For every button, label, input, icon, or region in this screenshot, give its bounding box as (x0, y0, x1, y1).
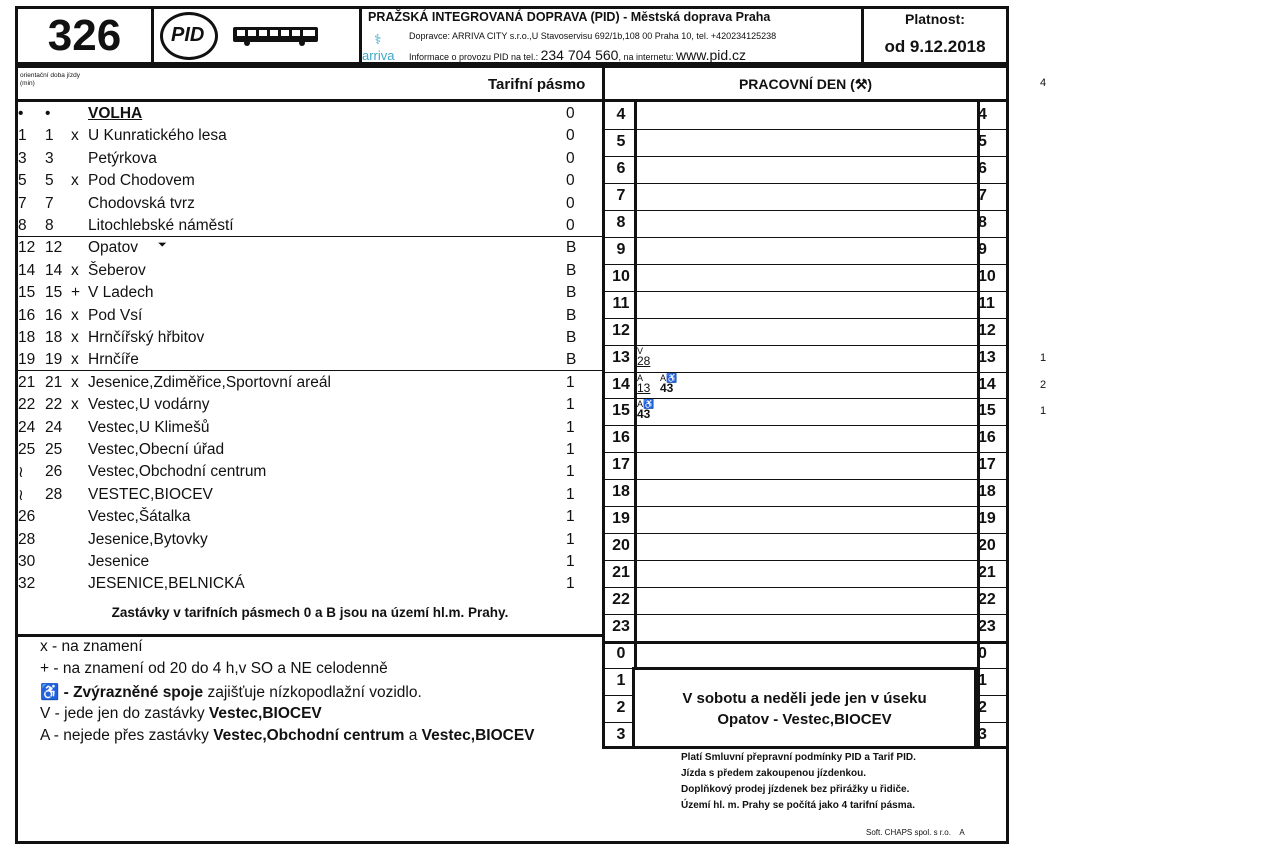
timetable-header (602, 65, 1009, 102)
weekend-note-line1: V sobotu a neděli jede jen v úseku (682, 690, 927, 707)
stop-name: Vestec,Obchodní centrum (88, 463, 267, 481)
hour-row-rule (605, 318, 1006, 319)
stop-name: Pod Chodovem (88, 172, 195, 190)
hour-label-left: 19 (612, 510, 630, 528)
pid-logo (160, 12, 218, 60)
stop-name: Vestec,U vodárny (88, 396, 210, 414)
hour-label-left: 2 (616, 698, 626, 716)
stop-zone: B (566, 351, 577, 369)
grid-left-rule (634, 102, 637, 746)
stop-row (18, 150, 608, 172)
departure-count: 2 (1040, 378, 1047, 391)
hour-label-left: 18 (612, 483, 630, 501)
departure-minute: 43 (637, 407, 651, 422)
hour-row-rule (605, 641, 1006, 644)
hour-label-left: 1 (616, 671, 626, 689)
stop-time-a: 32 (18, 575, 36, 593)
legend-sep: - (59, 683, 74, 701)
departure-count: 1 (1040, 405, 1047, 418)
stop-symbol: x (71, 306, 79, 324)
stop-time-a: ≀ (18, 486, 24, 504)
stop-name: Petýrkova (88, 149, 157, 167)
stop-list (18, 104, 602, 594)
hour-label-right: 11 (978, 294, 995, 312)
stop-name: VOLHA (88, 105, 143, 122)
hour-label-left: 3 (616, 725, 626, 743)
legend-item (40, 727, 535, 745)
stop-row (18, 307, 608, 329)
stop-time-a: ≀ (18, 464, 24, 482)
stop-row (18, 172, 608, 194)
stop-zone: B (566, 329, 577, 346)
stop-time-b: 18 (45, 329, 63, 346)
hour-label-left: 21 (612, 564, 630, 582)
hour-label-left: 17 (612, 456, 630, 474)
stop-symbol: x (71, 351, 79, 369)
stop-symbol: x (71, 329, 79, 346)
stop-time-a: 21 (18, 373, 36, 391)
departure-minute: 28 (637, 353, 651, 368)
hour-label-left: 23 (612, 618, 630, 636)
hour-label-right: 3 (978, 725, 987, 743)
footer-note: Doplňkový prodej jízdenek bez přirážky u řidiče. (681, 784, 910, 795)
stop-time-a: • (18, 105, 24, 122)
footer-note: Území hl. m. Prahy se počítá jako 4 tarifní pásma. (681, 800, 915, 811)
stop-time-b: 3 (45, 149, 54, 167)
hour-label-right: 2 (978, 698, 987, 716)
stop-zone: 1 (566, 575, 575, 593)
info-phone: 234 704 560 (540, 47, 619, 63)
stop-row (18, 284, 608, 306)
stop-row (18, 329, 608, 351)
hour-row-rule (605, 614, 1006, 615)
info-web: www.pid.cz (676, 47, 747, 63)
legend-sep: - (50, 704, 65, 722)
stop-time-b: 16 (45, 306, 63, 324)
legend-sep: - (47, 638, 62, 655)
stop-time-b: 1 (45, 127, 54, 145)
hour-row-rule (605, 156, 1006, 157)
hour-row-rule (605, 398, 1006, 399)
stop-zone: 0 (566, 194, 575, 212)
hour-label-left: 14 (612, 375, 630, 393)
stop-time-b: 15 (45, 284, 63, 302)
hour-row-rule (605, 237, 1006, 238)
hour-label-left: 6 (616, 159, 626, 177)
hour-label-left: 5 (616, 132, 626, 150)
hour-row-rule (605, 587, 1006, 588)
stop-name: Vestec,U Klimešů (88, 418, 210, 436)
validity-label: Platnost: (905, 11, 965, 27)
bus-icon (232, 25, 320, 47)
stop-zone: 1 (566, 373, 575, 391)
legend-divider (15, 634, 605, 637)
stop-time-b: 14 (45, 261, 63, 279)
stop-row (18, 463, 608, 485)
hour-label-right: 13 (978, 348, 996, 366)
stop-time-a: 1 (18, 127, 27, 145)
hour-row-rule (605, 210, 1006, 211)
stop-name: Hrnčířský hřbitov (88, 329, 205, 346)
legend-key: V (40, 704, 51, 722)
software-credit: Soft. CHAPS spol. s r.o. A (866, 828, 965, 837)
legend-key: ♿ (40, 683, 60, 701)
legend-text2: zajišťuje nízkopodlažní vozidlo. (203, 683, 422, 701)
hour-row-rule (977, 722, 1006, 723)
hour-label-left: 11 (612, 294, 630, 312)
hour-row-rule (605, 722, 634, 723)
hour-label-right: 1 (978, 671, 987, 689)
departure (637, 400, 654, 420)
stop-name: JESENICE,BELNICKÁ (88, 575, 245, 593)
hour-row-rule (605, 452, 1006, 453)
stop-row (18, 105, 608, 127)
stop-time-a: 28 (18, 530, 36, 548)
legend-text2: a (404, 727, 422, 745)
stop-zone: 0 (566, 105, 575, 122)
legend-text: jede jen do zastávky (64, 704, 209, 722)
legend-text: nejede přes zastávky (63, 727, 214, 745)
hour-label-right: 14 (978, 375, 996, 393)
stop-time-a: 5 (18, 172, 27, 190)
hour-label-right: 5 (978, 132, 987, 150)
stop-name: Opatov (88, 239, 138, 257)
legend-item (40, 705, 322, 723)
hour-row-rule (605, 506, 1006, 507)
weekend-note-line2: Opatov - Vestec,BIOCEV (717, 711, 892, 728)
departure-mark: A (637, 372, 644, 383)
hour-label-right: 4 (978, 106, 987, 123)
hour-row-rule (977, 695, 1006, 696)
stop-zone: 1 (566, 441, 575, 458)
legend-sep: - (49, 727, 64, 745)
stop-row (18, 374, 608, 396)
stop-time-a: 14 (18, 261, 36, 279)
stop-row (18, 441, 608, 463)
stop-name: Jesenice,Bytovky (88, 530, 208, 548)
weekend-note-box (632, 667, 977, 749)
hour-label-right: 20 (978, 537, 996, 555)
departure-count: 1 (1040, 351, 1047, 364)
stop-time-b: 12 (45, 239, 63, 257)
info-prefix: Informace o provozu PID na tel.: (409, 52, 539, 62)
hour-label-left: 16 (612, 429, 630, 447)
hour-label-left: 0 (616, 645, 626, 662)
stop-symbol: x (71, 396, 79, 414)
hour-label-right: 0 (978, 645, 987, 662)
line-number-box (15, 6, 154, 65)
legend-bold: Zvýrazněné spoje (73, 683, 204, 701)
arriva-mark-icon: ⚕ (374, 31, 382, 47)
info-web-prefix: , na internetu: (618, 52, 674, 62)
carrier-line: Dopravce: ARRIVA CITY s.r.o.,U Stavoservisu 692/1b,108 00 Praha 10, tel. +420234125238 (409, 31, 777, 41)
stop-zone: 1 (566, 530, 575, 548)
hour-label-right: 8 (978, 213, 987, 231)
departure (660, 374, 677, 394)
legend-bold: Vestec,BIOCEV (208, 704, 322, 722)
hour-row-rule (605, 560, 1006, 561)
stop-row (18, 553, 608, 575)
hour-row-rule (605, 668, 634, 669)
stop-time-a: 22 (18, 396, 36, 414)
stop-zone: B (566, 284, 577, 302)
arriva-logo (362, 31, 408, 63)
zone-note: Zastávky v tarifních pásmech 0 a B jsou na území hl.m. Prahy. (111, 605, 509, 620)
hour-label-right: 17 (978, 456, 996, 474)
legend-key: + (40, 660, 50, 678)
stop-time-b: 8 (45, 217, 54, 234)
legend-key: x (40, 638, 48, 655)
zone-divider-1 (18, 370, 602, 371)
stop-time-b: 26 (45, 463, 63, 481)
stop-name: VESTEC,BIOCEV (88, 485, 213, 503)
hour-label-right: 15 (978, 402, 996, 420)
stop-name: Chodovská tvrz (88, 194, 195, 212)
hour-label-left: 9 (616, 240, 626, 258)
stop-symbol: x (71, 261, 79, 279)
hour-label-left: 15 (612, 402, 630, 420)
stops-header (15, 65, 605, 102)
stop-time-a: 8 (18, 217, 27, 234)
stop-symbol: x (71, 172, 79, 190)
stop-zone: 1 (566, 485, 575, 503)
hour-row-rule (605, 425, 1006, 426)
stop-zone: 0 (566, 127, 575, 145)
stop-row (18, 508, 608, 530)
stop-row (18, 531, 608, 553)
legend-item (40, 683, 422, 702)
stop-zone: 1 (566, 396, 575, 414)
footer-note: Platí Smluvní přepravní podmínky PID a Tarif PID. (681, 752, 916, 763)
hour-label-left: 10 (612, 267, 630, 285)
stop-time-b: 21 (45, 373, 63, 391)
stop-time-b: 5 (45, 172, 54, 190)
stop-zone: 0 (566, 149, 575, 167)
stop-symbol: x (71, 373, 79, 391)
stop-row (18, 195, 608, 217)
stop-name: U Kunratického lesa (88, 127, 227, 145)
departure-minute: 43 (660, 380, 674, 395)
hour-label-right: 23 (978, 618, 996, 636)
stop-zone: B (566, 306, 577, 324)
hour-row-rule (605, 533, 1006, 534)
stop-zone: 1 (566, 418, 575, 436)
stop-row (18, 127, 608, 149)
hour-label-left: 4 (616, 106, 626, 123)
departure-mark: A♿ (660, 372, 678, 383)
hour-row-rule (977, 668, 1006, 669)
info-line (409, 47, 746, 63)
zone-divider-b (18, 236, 602, 237)
departure-mark: A♿ (637, 399, 655, 410)
stop-name: Šeberov (88, 261, 146, 279)
legend-key: A (40, 727, 50, 745)
hour-label-left: 8 (616, 213, 626, 231)
stop-name: Jesenice (88, 553, 150, 570)
legend-bold2: Vestec,BIOCEV (421, 727, 535, 745)
stop-time-a: 16 (18, 306, 36, 324)
stop-name: Litochlebské náměstí (88, 217, 234, 234)
hour-label-right: 18 (978, 483, 996, 501)
arriva-logo-text: arriva (362, 48, 395, 63)
stop-name: V Ladech (88, 284, 154, 302)
stop-time-a: 30 (18, 553, 36, 570)
day-type: PRACOVNÍ DEN (⚒) (738, 76, 873, 92)
stop-row (18, 239, 608, 261)
departure (637, 374, 650, 394)
hour-label-right: 16 (978, 429, 996, 447)
stop-zone: 1 (566, 463, 575, 481)
stop-row (18, 575, 608, 597)
validity-box (861, 6, 1009, 65)
hour-label-right: 7 (978, 186, 987, 204)
stop-row (18, 262, 608, 284)
stop-row (18, 396, 608, 418)
stop-zone: 1 (566, 553, 575, 570)
departure-mark: V (637, 345, 644, 356)
stop-time-b: 24 (45, 418, 63, 436)
stop-time-b: 19 (45, 351, 63, 369)
hour-label-right: 6 (978, 159, 987, 177)
stop-name: Vestec,Šátalka (88, 508, 191, 526)
stop-zone: B (566, 239, 577, 257)
stop-time-a: 15 (18, 284, 36, 302)
legend-item (40, 638, 143, 656)
legend-bold: Vestec,Obchodní centrum (213, 727, 405, 745)
hour-label-right: 19 (978, 510, 996, 528)
stop-row (18, 419, 608, 441)
stop-name: Pod Vsí (88, 306, 143, 324)
stop-name: Vestec,Obecní úřad (88, 441, 225, 458)
hour-row-rule (605, 345, 1006, 346)
operator-info-box (359, 6, 864, 65)
pid-logo-text: PID (171, 24, 205, 46)
hour-row-rule (605, 129, 1006, 130)
hour-label-left: 20 (612, 537, 630, 555)
hour-row-rule (605, 183, 1006, 184)
legend-sep: - (49, 660, 63, 678)
stop-time-a: 3 (18, 149, 27, 167)
stop-time-b: 22 (45, 396, 63, 414)
stop-symbol: + (71, 284, 81, 302)
departure-minute: 13 (637, 380, 651, 395)
stop-name: Jesenice,Zdiměřice,Sportovní areál (88, 373, 331, 391)
stop-time-a: 12 (18, 239, 36, 257)
metro-transfer-icon: ⏷ (158, 239, 167, 252)
time-note: orientační doba jízdy (min) (20, 72, 80, 87)
stop-row (18, 486, 608, 508)
org-title: PRAŽSKÁ INTEGROVANÁ DOPRAVA (PID) - Městská doprava Praha (368, 10, 771, 24)
stop-time-a: 7 (18, 194, 27, 212)
footer-note: Jízda s předem zakoupenou jízdenkou. (681, 768, 867, 779)
stop-zone: 0 (566, 217, 575, 234)
stop-zone: 1 (566, 508, 575, 526)
stop-time-a: 24 (18, 418, 36, 436)
hour-label-right: 21 (978, 564, 996, 582)
hour-label-right: 9 (978, 240, 987, 258)
header-count: 4 (1040, 77, 1047, 89)
stop-zone: 0 (566, 172, 575, 190)
hour-label-left: 22 (612, 591, 630, 609)
hour-row-rule (605, 479, 1006, 480)
stop-time-b: 28 (45, 485, 63, 503)
zone-label: Tarifní pásmo (488, 76, 586, 93)
stop-time-b: • (45, 105, 51, 122)
stop-time-a: 18 (18, 329, 36, 346)
stop-time-a: 19 (18, 351, 36, 369)
stop-zone: B (566, 261, 577, 279)
hour-label-left: 7 (616, 186, 626, 204)
stop-time-b: 7 (45, 194, 54, 212)
stop-time-b: 25 (45, 441, 63, 458)
logo-box (151, 6, 362, 65)
hour-row-rule (605, 291, 1006, 292)
stop-time-a: 26 (18, 508, 36, 526)
hour-label-left: 12 (612, 321, 630, 339)
stop-symbol: x (71, 127, 79, 145)
hour-row-rule (605, 264, 1006, 265)
hour-label-right: 22 (978, 591, 996, 609)
stop-time-a: 25 (18, 441, 36, 458)
legend-item (40, 660, 388, 678)
legend-text: na znamení od 20 do 4 h,v SO a NE celodenně (62, 660, 388, 678)
departure (637, 347, 650, 367)
hour-label-right: 12 (978, 321, 996, 339)
hour-label-left: 13 (612, 348, 630, 366)
hour-row-rule (605, 695, 634, 696)
validity-date: od 9.12.2018 (884, 37, 986, 56)
hour-label-right: 10 (978, 267, 996, 285)
timetable-grid (602, 99, 1009, 749)
stop-name: Hrnčíře (88, 351, 139, 369)
legend-text: na znamení (61, 638, 143, 655)
line-number: 326 (47, 11, 122, 60)
